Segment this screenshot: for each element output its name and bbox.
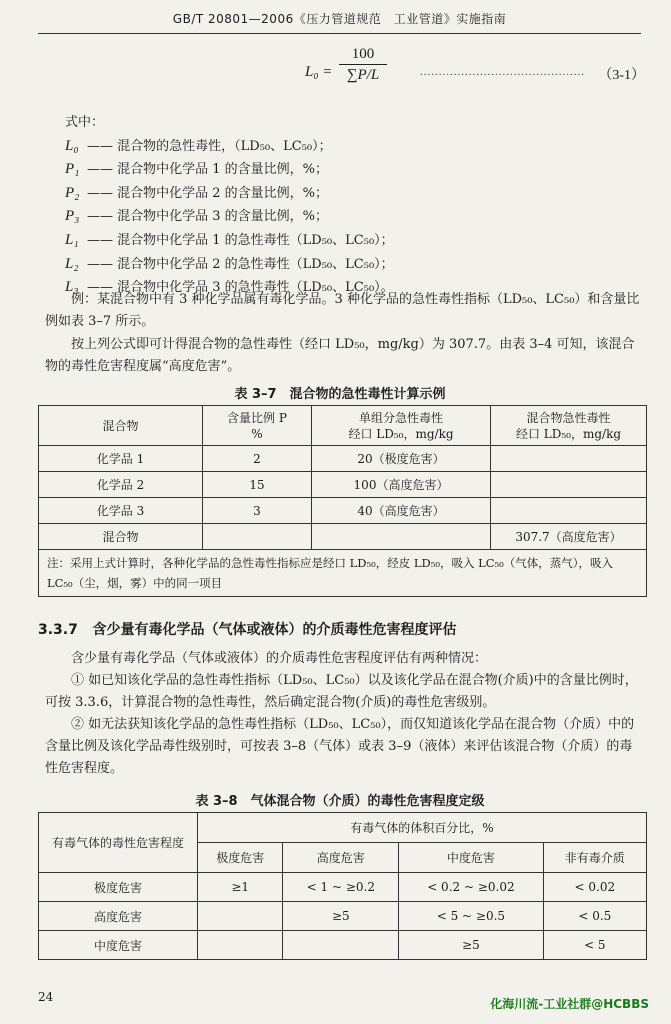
table-cell: ≥5 (399, 931, 543, 960)
table-cell (283, 931, 399, 960)
table-cell: < 5 (543, 931, 646, 960)
table-row (39, 472, 647, 498)
definition-item: L₁ —— 混合物中化学品 1 的急性毒性（LD₅₀、LC₅₀）； (65, 231, 394, 248)
formula-leader-dots: ............................................ (420, 66, 585, 78)
watermark: 化海川流-工业社群@HCBBS (490, 997, 649, 1011)
header-corner-cell: 有毒气体的毒性危害程度 (39, 813, 198, 873)
table-cell: 化学品 1 (39, 446, 203, 472)
table-3-8 (38, 812, 647, 960)
header-cell: 单组分急性毒性 经口 LD₅₀，mg/kg (312, 406, 491, 446)
definition-item: L₀ —— 混合物的急性毒性，（LD₅₀、LC₅₀）； (65, 137, 332, 154)
header-cell: 混合物 (39, 406, 203, 446)
header-group-cell: 有毒气体的体积百分比，% (198, 813, 647, 843)
definition-item: P₃ —— 混合物中化学品 3 的含量比例，%； (65, 208, 329, 225)
section-number: 3.3.7 (38, 622, 78, 638)
table-cell: 3 (203, 498, 312, 524)
table-cell (198, 902, 283, 931)
table-row (39, 524, 647, 550)
running-header: GB/T 20801—2006《压力管道规范 工业管道》实施指南 (38, 10, 641, 34)
table-row (39, 498, 647, 524)
table-row (39, 902, 647, 931)
table-cell (491, 472, 647, 498)
page-number: 24 (38, 990, 54, 1004)
table-cell (312, 524, 491, 550)
header-cell: 中度危害 (399, 843, 543, 873)
table-3-7-caption: 表 3–7 混合物的急性毒性计算示例 (234, 387, 446, 402)
section-title: 含少量有毒化学品（气体或液体）的介质毒性危害程度评估 (92, 622, 457, 638)
header-cell: 非有毒介质 (543, 843, 646, 873)
table-note-row (39, 550, 647, 597)
table-cell (491, 498, 647, 524)
table-cell: < 1 ~ ≥0.2 (283, 873, 399, 902)
table-cell: 化学品 3 (39, 498, 203, 524)
section-paragraph-case-1: ① 如已知该化学品的急性毒性指标（LD₅₀、LC₅₀）以及该化学品在混合物(介质)中的含量比例时，可按 3.3.6，计算混合物的急性毒性，然后确定混合物(介质)的毒性危害级别。 (45, 673, 638, 710)
header-cell: 混合物急性毒性 经口 LD₅₀，mg/kg (491, 406, 647, 446)
definition-item: L₂ —— 混合物中化学品 2 的急性毒性（LD₅₀、LC₅₀）； (65, 255, 394, 272)
table-cell: < 5 ~ ≥0.5 (399, 902, 543, 931)
table-cell: 100（高度危害） (312, 472, 491, 498)
section-heading (38, 619, 457, 639)
table-row (39, 873, 647, 902)
table-3-7 (38, 405, 647, 597)
table-cell: ≥1 (198, 873, 283, 902)
formula-lhs: L₀ = (305, 64, 333, 80)
definition-item: P₂ —— 混合物中化学品 2 的含量比例，%； (65, 184, 329, 201)
table-cell (491, 446, 647, 472)
table-3-8-caption: 表 3–8 气体混合物（介质）的毒性危害程度定级 (195, 794, 485, 809)
formula-3-1 (305, 46, 645, 106)
table-cell: ≥5 (283, 902, 399, 931)
table-note: 注：采用上式计算时，各种化学品的急性毒性指标应是经口 LD₅₀，经皮 LD₅₀，吸入 LC₅₀（气体，蒸气），吸入 LC₅₀（尘，烟，雾）中的同一项目 (39, 550, 647, 597)
header-cell: 含量比例 P % (203, 406, 312, 446)
table-cell (203, 524, 312, 550)
section-paragraph-intro: 含少量有毒化学品（气体或液体）的介质毒性危害程度评估有两种情况： (71, 651, 488, 666)
definitions-intro: 式中： (65, 115, 105, 130)
table-row (39, 931, 647, 960)
table-cell: 20（极度危害） (312, 446, 491, 472)
table-row (39, 446, 647, 472)
table-cell: 极度危害 (39, 873, 198, 902)
definition-item: L₃ —— 混合物中化学品 3 的急性毒性（LD₅₀、LC₅₀）。 (65, 279, 394, 296)
table-cell: 307.7（高度危害） (491, 524, 647, 550)
table-cell: 高度危害 (39, 902, 198, 931)
section-paragraph-case-2: ② 如无法获知该化学品的急性毒性指标（LD₅₀、LC₅₀），而仅知道该化学品在混合物（介质）中的含量比例及该化学品毒性级别时，可按表 3–8（气体）或表 3–9（液体）来评估该混合物（介质）的毒性危害程度。 (45, 717, 635, 776)
table-cell: 15 (203, 472, 312, 498)
definition-item: P₁ —— 混合物中化学品 1 的含量比例，%； (65, 161, 329, 178)
header-cell: 极度危害 (198, 843, 283, 873)
formula-denominator: ∑P/L (346, 67, 380, 83)
table-header-row (39, 813, 647, 843)
header-cell: 高度危害 (283, 843, 399, 873)
table-cell: < 0.5 (543, 902, 646, 931)
calculation-paragraph: 按上列公式即可计得混合物的急性毒性（经口 LD₅₀，mg/kg）为 307.7。由表 3–4 可知，该混合物的毒性危害程度属“高度危害”。 (45, 337, 635, 374)
definitions-list (65, 112, 394, 300)
table-cell: 40（高度危害） (312, 498, 491, 524)
table-cell: 化学品 2 (39, 472, 203, 498)
formula-fraction (339, 46, 387, 84)
table-cell: 中度危害 (39, 931, 198, 960)
table-header-row (39, 406, 647, 446)
formula-numerator: 100 (339, 46, 387, 65)
table-cell: < 0.02 (543, 873, 646, 902)
table-cell: < 0.2 ~ ≥0.02 (399, 873, 543, 902)
table-cell: 混合物 (39, 524, 203, 550)
example-paragraph: 例：某混合物中有 3 种化学品属有毒化学品。3 种化学品的急性毒性指标（LD₅₀、LC₅₀）和含量比例如表 3–7 所示。 (45, 292, 640, 329)
table-cell (198, 931, 283, 960)
table-cell: 2 (203, 446, 312, 472)
formula-eq-number: （3-1） (598, 68, 645, 83)
